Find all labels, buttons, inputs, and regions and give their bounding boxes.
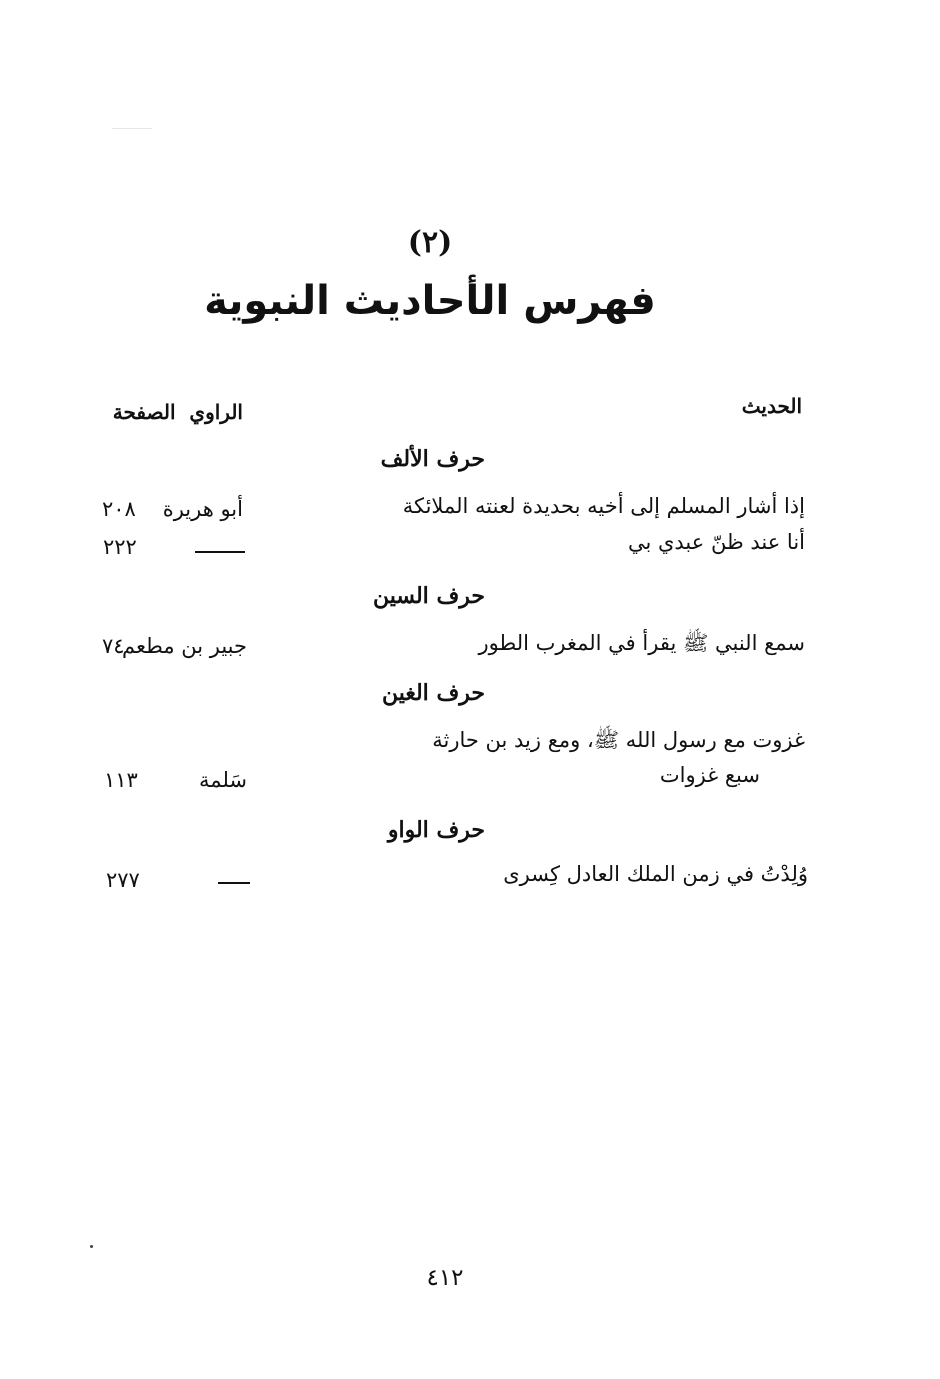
- narrator: أبو هريرة: [162, 497, 243, 521]
- page-ref: ٢٢٢: [103, 535, 137, 559]
- narrator-unknown-dash: [195, 551, 245, 553]
- page-ref: ١١٣: [104, 768, 138, 792]
- page-title: فهرس الأحاديث النبوية: [204, 278, 656, 324]
- narrator: جبير بن مطعم: [121, 634, 247, 658]
- section-heading-sin: حرف السين: [372, 583, 485, 609]
- narrator: سَلمة: [199, 768, 247, 792]
- narrator-unknown-dash: [218, 882, 250, 884]
- scan-dot: [90, 1245, 93, 1248]
- hadith-text: أنا عند ظنّ عبدي بي: [627, 530, 805, 554]
- section-heading-alif: حرف الألف: [380, 446, 485, 472]
- hadith-text: إذا أشار المسلم إلى أخيه بحديدة لعنته الملائكة: [402, 494, 805, 518]
- page-ref: ٢٠٨: [102, 497, 136, 521]
- scan-mark: [112, 128, 152, 129]
- section-heading-waw: حرف الواو: [387, 817, 485, 843]
- column-header-hadith: الحديث: [741, 394, 802, 418]
- section-heading-ghayn: حرف الغين: [381, 680, 485, 706]
- column-header-narrator-page: الراوي الصفحة: [112, 400, 243, 424]
- page-ref: ٧٤: [102, 634, 125, 658]
- hadith-text-continuation: سبع غزوات: [659, 763, 760, 787]
- page-number: ٤١٢: [426, 1265, 464, 1291]
- hadith-text: وُلِدْتُ في زمن الملك العادل كِسرى: [503, 862, 808, 886]
- hadith-text: سمع النبي ﷺ يقرأ في المغرب الطور: [478, 631, 805, 655]
- chapter-number: (٢): [407, 225, 453, 260]
- hadith-text: غزوت مع رسول الله ﷺ، ومع زيد بن حارثة: [432, 728, 805, 752]
- page-ref: ٢٧٧: [106, 868, 140, 892]
